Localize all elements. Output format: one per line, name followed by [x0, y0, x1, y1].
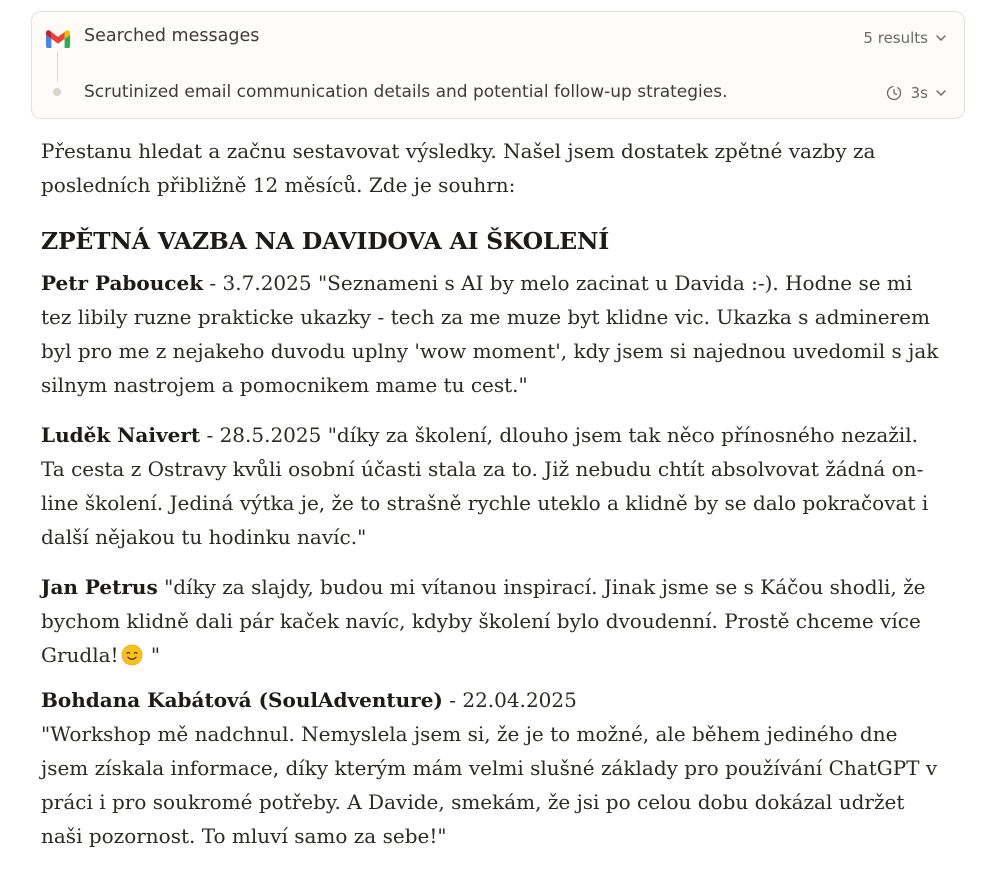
feedback-date: - 22.04.2025 — [442, 688, 577, 712]
feedback-quote: "Seznameni s AI by melo zacinat u Davida :-). Hodne se mi tez libily ruzne prakticke ukazky - tech za me muze byt klidne vic. Ukazka s adminerem byl pro me z nejakeho duvodu uplny 'wow moment', kdy jsem si najednou uvedomil s jak silnym nastrojem a pomocnikem mame tu cest." — [41, 271, 939, 397]
feedback-author: Jan Petrus — [41, 575, 158, 599]
chevron-down-icon — [934, 31, 948, 45]
feedback-author: Luděk Naivert — [41, 423, 201, 447]
feedback-quote-end: " — [144, 643, 161, 667]
feedback-date: - 3.7.2025 — [203, 271, 318, 295]
tool-use-card[interactable] — [31, 11, 965, 119]
thinking-step-text: Scrutinized email communication details and potential follow-up strategies. — [84, 82, 728, 102]
feedback-item — [41, 418, 941, 554]
feedback-author: Bohdana Kabátová (SoulAdventure) — [41, 688, 443, 712]
timer-icon — [885, 84, 903, 102]
feedback-item — [41, 570, 941, 672]
feedback-quote: "díky za slajdy, budou mi vítanou inspirací. Jinak jsme se s Káčou shodli, že bychom klidně dali pár kaček navíc, kdyby školení bylo dvoudenní. Prostě chceme více Grudla! — [41, 575, 926, 667]
tool-title: Searched messages — [84, 26, 260, 46]
feedback-author: Petr Paboucek — [41, 271, 204, 295]
feedback-quote: "Workshop mě nadchnul. Nemyslela jsem si, že je to možné, ale během jediného dne jsem získala informace, díky kterým mám velmi slušné základy pro používání ChatGPT v práci i pro soukromé potřeby. A Davide, smekám, že jsi po celou dobu dokázal udržet naši pozornost. To mluví samo za sebe!" — [41, 722, 938, 848]
tool-header-row[interactable] — [32, 18, 964, 58]
duration-label: 3s — [910, 84, 928, 102]
results-count: 5 results — [863, 29, 928, 47]
assistant-message — [41, 134, 941, 853]
intro-paragraph: Přestanu hledat a začnu sestavovat výsledky. Našel jsem dostatek zpětné vazby za posledních přibližně 12 měsíců. Zde je souhrn: — [41, 139, 876, 197]
chevron-down-icon — [934, 86, 948, 100]
feedback-quote: "díky za školení, dlouho jsem tak něco přínosného nezažil. Ta cesta z Ostravy kvůli osobní účasti stala za to. Již nebudu chtít absolvovat žádná on-line školení. Jediná výtka je, že to strašně rychle uteklo a klidně by se dalo pokračovat i další nějakou tu hodinku navíc." — [41, 423, 929, 549]
duration-toggle[interactable] — [885, 84, 948, 102]
results-toggle[interactable] — [863, 29, 948, 47]
feedback-date: - 28.5.2025 — [200, 423, 328, 447]
feedback-item — [41, 266, 941, 402]
feedback-item — [41, 683, 941, 853]
smiling-face-icon — [121, 644, 143, 666]
thinking-step-row[interactable] — [32, 72, 964, 112]
section-heading: ZPĚTNÁ VAZBA NA DAVIDOVA AI ŠKOLENÍ — [41, 227, 610, 255]
